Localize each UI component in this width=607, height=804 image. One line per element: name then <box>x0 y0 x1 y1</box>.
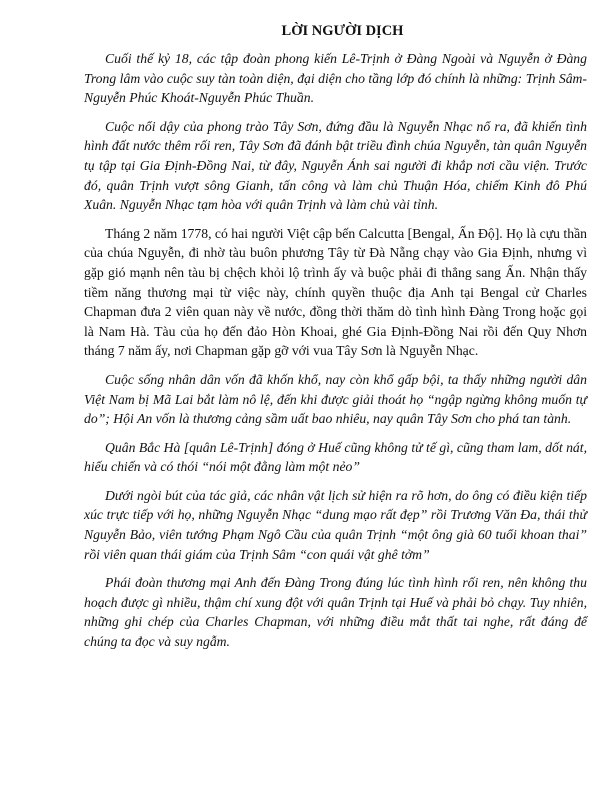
page-title: LỜI NGƯỜI DỊCH <box>281 23 404 39</box>
paragraph-3: Tháng 2 năm 1778, có hai người Việt cập bến Calcutta [Bengal, Ấn Độ]. Họ là cựu thần của chúa Nguyễn, đi nhờ tàu buôn phương Tây từ Đà Nẵng chạy vào Gia Định, nhưng vì gặp gió mạnh nên tàu bị chệch khỏi lộ trình ấy và buộc phải đi thẳng sang Ấn. Nhận thấy tiềm năng thương mại từ việc này, chính quyền thuộc địa Anh tại Bengal cử Charles Chapman đưa 2 viên quan này về nước, đồng thời thăm dò tình hình Đàng Trong hoặc gọi là Nam Hà. Tàu của họ đến đảo Hòn Khoai, ghé Gia Định-Đồng Nai rồi đến Quy Nhơn tháng 7 năm ấy, nơi Chapman gặp gỡ với vua Tây Sơn là Nguyễn Nhạc. <box>84 225 587 359</box>
paragraph-7: Phái đoàn thương mại Anh đến Đàng Trong đúng lúc tình hình rối ren, nên không thu hoạch được gì nhiều, thậm chí xung đột với quân Trịnh tại Huế và phải bỏ chạy. Tuy nhiên, những ghi chép của Charles Chapman, với những điều mắt thất tai nghe, rất đáng để chúng ta đọc và suy ngẫm. <box>84 575 587 650</box>
paragraph-6: Dưới ngòi bút của tác giả, các nhân vật lịch sử hiện ra rõ hơn, do ông có điều kiện tiếp xúc trực tiếp với họ, những Nguyễn Nhạc “dung mạo rất đẹp” rồi Trương Văn Đa, thái thử Nguyễn Bảo, viên tướng Phạm Ngô Cầu của quân Trịnh “một ông già 60 tuổi khoan thai” rồi viên quan thái giám của Trịnh Sâm “con quái vật ghê tởm” <box>84 487 587 562</box>
paragraph-1: Cuối thế kỷ 18, các tập đoàn phong kiến Lê-Trịnh ở Đàng Ngoài và Nguyễn ở Đàng Trong lâm vào cuộc suy tàn toàn diện, đại diện cho tầng lớp đó chính là những: Trịnh Sâm-Nguyễn Phúc Khoát-Nguyễn Phúc Thuần. <box>84 51 587 106</box>
paragraph-4: Cuộc sống nhân dân vốn đã khốn khổ, nay còn khổ gấp bội, ta thấy những người dân Việt Nam bị Mã Lai bắt làm nô lệ, đến khi được giải thoát họ “ngập ngừng không muốn tự do”; Hội An vốn là thương cảng sầm uất bao nhiêu, nay quân Tây Sơn cho phá tan tành. <box>84 371 587 427</box>
paragraph-2: Cuộc nổi dậy của phong trào Tây Sơn, đứng đầu là Nguyễn Nhạc nổ ra, đã khiến tình hình đất nước thêm rối ren, Tây Sơn đã đánh bật triều đình chúa Nguyễn, tàn quân Nguyễn tụ tập tại Gia Định-Đồng Nai, từ đây, Nguyễn Ánh sai người đi khắp nơi cầu viện. Trước đó, quân Trịnh vượt sông Gianh, tấn công và làm chủ Thuận Hóa, chiếm Kinh đô Phú Xuân. Nguyễn Nhạc tạm hòa với quân Trịnh và làm chủ vài tỉnh. <box>84 118 587 213</box>
paragraph-5: Quân Bắc Hà [quân Lê-Trịnh] đóng ở Huế cũng không tử tế gì, cũng tham lam, dốt nát, hiếu chiến và có thói “nói một đằng làm một nẻo” <box>84 439 587 475</box>
